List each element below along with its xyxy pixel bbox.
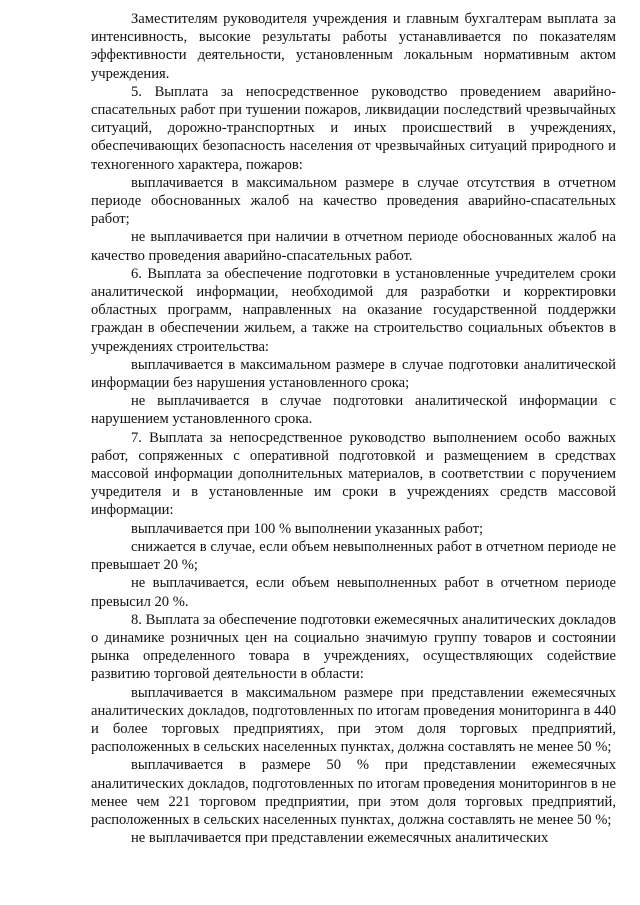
paragraph-item-7: 7. Выплата за непосредственное руководство выполнением особо важных работ, сопряженных с оперативной подготовкой и размещением в средствах массовой информации дополнительных материалов, в соответствии с поручением учредителя и в установленные им сроки в учреждениях средств массовой информации: bbox=[91, 429, 616, 519]
paragraph-item-7-reduced: снижается в случае, если объем невыполненных работ в отчетном периоде не превышает 20 %; bbox=[91, 538, 616, 574]
paragraph-item-6: 6. Выплата за обеспечение подготовки в установленные учредителем сроки аналитической информации, необходимой для разработки и корректировки областных программ, направленных на оказание государственной поддержки граждан в обеспечении жильем, а также на строительство социальных объектов в учреждениях строительства: bbox=[91, 265, 616, 355]
paragraph-deputies-intensity: Заместителям руководителя учреждения и главным бухгалтерам выплата за интенсивность, высокие результаты работы устанавливается по показателям эффективности деятельности, установленным локальным нормативным актом учреждения. bbox=[91, 11, 616, 82]
paragraph-item-8-paid-max: выплачивается в максимальном размере при представлении ежемесячных аналитических докладов, подготовленных по итогам проведения мониторинга в 440 и более торговых предприятиях, при этом доля торговых предприятий, расположенных в сельских населенных пунктах, должна составлять не менее 50 %; bbox=[91, 684, 616, 756]
paragraph-item-8: 8. Выплата за обеспечение подготовки ежемесячных аналитических докладов о динамике розничных цен на социально значимую группу товаров и состоянии рынка определенного товара в учреждениях, осуществляющих содействие развитию торговой деятельности в области: bbox=[91, 611, 616, 683]
paragraph-item-6-paid: выплачивается в максимальном размере в случае подготовки аналитической информации без нарушения установленного срока; bbox=[91, 356, 616, 392]
paragraph-item-8-not-paid: не выплачивается при представлении ежемесячных аналитических bbox=[131, 830, 549, 847]
paragraph-item-5-not-paid: не выплачивается при наличии в отчетном периоде обоснованных жалоб на качество проведения аварийно-спасательных работ. bbox=[91, 229, 616, 264]
paragraph-item-5: 5. Выплата за непосредственное руководство проведением аварийно-спасательных работ при тушении пожаров, ликвидации последствий чрезвычайных ситуаций, дорожно-транспортных и иных происшествий в учреждениях, обеспечивающих безопасность населения от чрезвычайных ситуаций природного и техногенного характера, пожаров: bbox=[91, 83, 616, 173]
paragraph-item-7-paid: выплачивается при 100 % выполнении указанных работ; bbox=[131, 520, 484, 537]
paragraph-item-5-paid: выплачивается в максимальном размере в случае отсутствия в отчетном периоде обоснованных жалоб на качество проведения аварийно-спасательных работ; bbox=[91, 174, 616, 228]
paragraph-item-6-not-paid: не выплачивается в случае подготовки аналитической информации с нарушением установленного срока. bbox=[91, 393, 616, 428]
paragraph-item-8-paid-50: выплачивается в размере 50 % при представлении ежемесячных аналитических докладов, подготовленных по итогам проведения мониторингов в не менее чем 221 торговом предприятии, при этом доля торговых предприятий, расположенных в сельских населенных пунктах, должна составлять не менее 50 %; bbox=[91, 757, 616, 828]
paragraph-item-7-not-paid: не выплачивается, если объем невыполненных работ в отчетном периоде превысил 20 %. bbox=[91, 575, 616, 610]
